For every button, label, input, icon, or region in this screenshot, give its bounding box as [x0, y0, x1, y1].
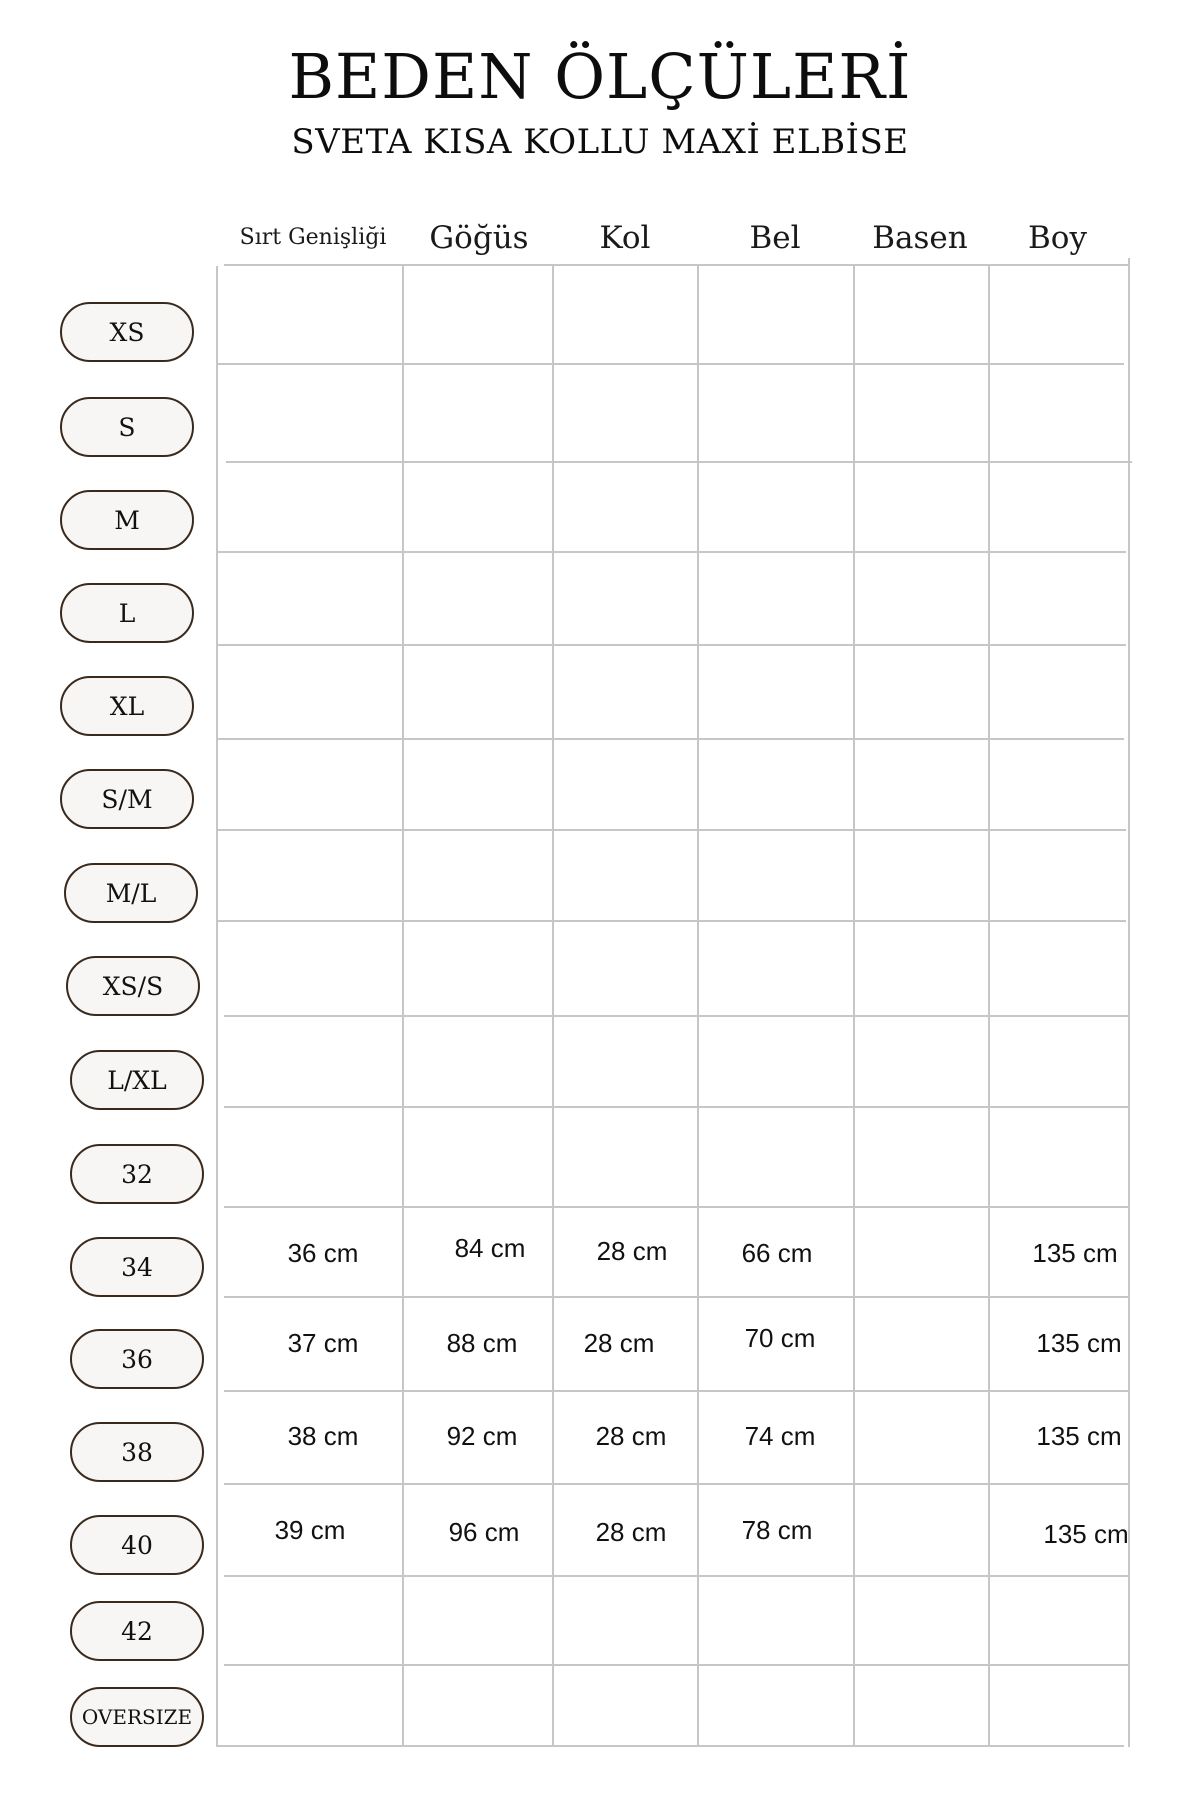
grid-hline: [224, 1206, 1128, 1208]
grid-hline: [218, 644, 1126, 646]
cell-34-bel: 66 cm: [741, 1238, 813, 1268]
size-pill-34: 34: [70, 1237, 204, 1297]
cell-40-sirt: 39 cm: [274, 1515, 346, 1545]
size-pill-36: 36: [70, 1329, 204, 1389]
cell-34-gogus: 84 cm: [454, 1233, 526, 1263]
cell-40-bel: 78 cm: [741, 1515, 813, 1545]
grid-vline: [402, 264, 404, 1747]
cell-38-gogus: 92 cm: [446, 1421, 518, 1451]
col-header-boy: Boy: [1028, 220, 1087, 256]
grid-hline: [218, 363, 1124, 365]
cell-40-kol: 28 cm: [595, 1517, 667, 1547]
cell-34-sirt: 36 cm: [287, 1238, 359, 1268]
size-pill-38: 38: [70, 1422, 204, 1482]
size-pill-xs: XS: [60, 302, 194, 362]
col-header-basen: Basen: [872, 220, 968, 256]
cell-36-gogus: 88 cm: [446, 1328, 518, 1358]
cell-34-boy: 135 cm: [1032, 1238, 1118, 1268]
size-pill-32: 32: [70, 1144, 204, 1204]
cell-34-kol: 28 cm: [596, 1236, 668, 1266]
grid-vline: [988, 264, 990, 1747]
grid-hline: [224, 1296, 1128, 1298]
cell-36-bel: 70 cm: [744, 1323, 816, 1353]
grid-vline: [853, 264, 855, 1747]
product-name: SVETA KISA KOLLU MAXİ ELBİSE: [291, 122, 909, 162]
grid-hline: [224, 1483, 1128, 1485]
grid-hline: [224, 264, 1130, 266]
grid-hline: [224, 1390, 1128, 1392]
size-pill-oversize: OVERSIZE: [70, 1687, 204, 1747]
grid-hline: [226, 461, 1132, 463]
col-header-sirt-genisligi: Sırt Genişliği: [239, 225, 387, 250]
page-title: BEDEN ÖLÇÜLERİ: [288, 40, 912, 113]
col-header-gogus: Göğüs: [429, 220, 529, 256]
size-pill-s: S: [60, 397, 194, 457]
grid-hline: [218, 1745, 1124, 1747]
cell-36-kol: 28 cm: [583, 1328, 655, 1358]
col-header-bel: Bel: [749, 220, 801, 256]
grid-hline: [224, 1015, 1128, 1017]
cell-36-boy: 135 cm: [1036, 1328, 1122, 1358]
grid-hline: [218, 738, 1124, 740]
cell-38-bel: 74 cm: [744, 1421, 816, 1451]
size-pill-m-l: M/L: [64, 863, 198, 923]
size-pill-l: L: [60, 583, 194, 643]
size-pill-42: 42: [70, 1601, 204, 1661]
size-pill-s-m: S/M: [60, 769, 194, 829]
cell-40-gogus: 96 cm: [448, 1517, 520, 1547]
grid-hline: [224, 1106, 1128, 1108]
grid-hline: [224, 1664, 1128, 1666]
size-pill-l-xl: L/XL: [70, 1050, 204, 1110]
size-pill-40: 40: [70, 1515, 204, 1575]
cell-38-boy: 135 cm: [1036, 1421, 1122, 1451]
col-header-kol: Kol: [599, 220, 651, 256]
grid-hline: [218, 551, 1126, 553]
grid-hline: [218, 920, 1126, 922]
grid-vline: [216, 266, 218, 1747]
cell-38-kol: 28 cm: [595, 1421, 667, 1451]
cell-40-boy: 135 cm: [1043, 1519, 1129, 1549]
cell-38-sirt: 38 cm: [287, 1421, 359, 1451]
size-pill-xl: XL: [60, 676, 194, 736]
grid-hline: [224, 1575, 1128, 1577]
grid-hline: [218, 829, 1126, 831]
cell-36-sirt: 37 cm: [287, 1328, 359, 1358]
size-pill-m: M: [60, 490, 194, 550]
size-pill-xs-s: XS/S: [66, 956, 200, 1016]
